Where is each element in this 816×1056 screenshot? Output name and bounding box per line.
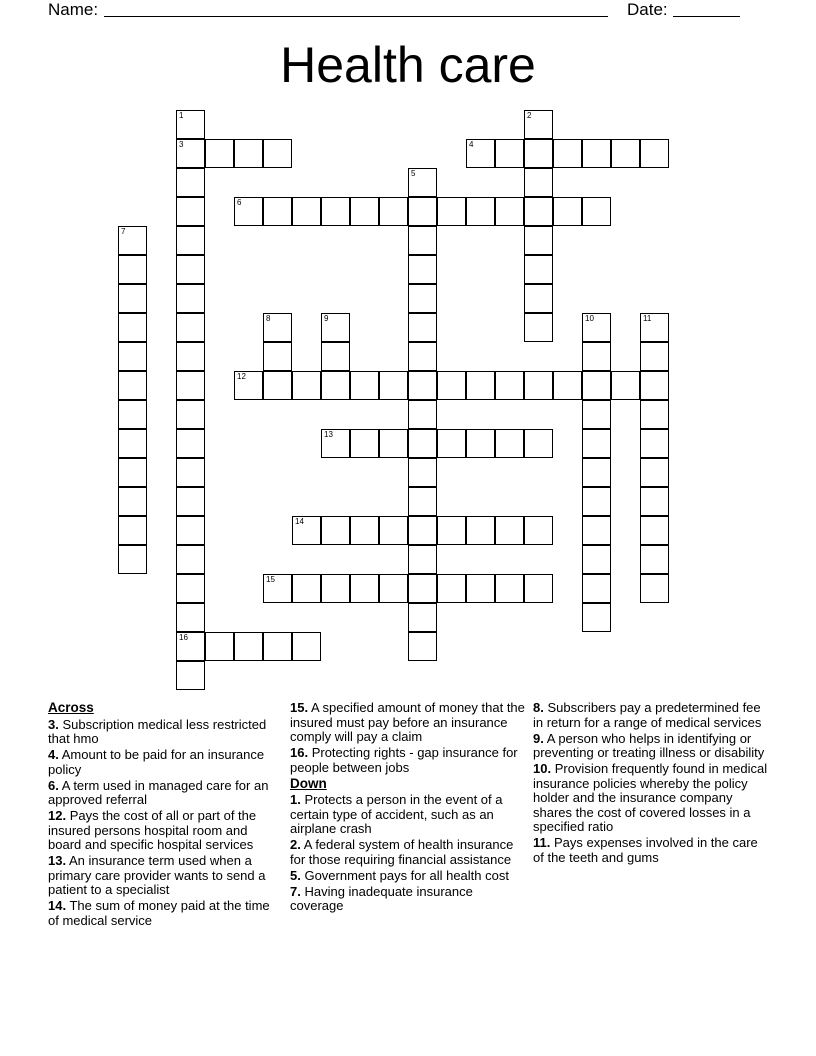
grid-cell[interactable] (524, 371, 553, 400)
clue-number: 4. (48, 747, 59, 762)
clue-down-11 (533, 836, 769, 865)
grid-cell[interactable] (466, 429, 495, 458)
grid-cell[interactable] (234, 139, 263, 168)
grid-cell[interactable] (176, 545, 205, 574)
grid-cell[interactable] (524, 168, 553, 197)
grid-cell[interactable] (321, 574, 350, 603)
grid-cell[interactable] (553, 197, 582, 226)
grid-cell[interactable] (176, 661, 205, 690)
grid-cell[interactable] (408, 197, 437, 226)
grid-cell[interactable] (640, 371, 669, 400)
grid-cell[interactable] (176, 255, 205, 284)
grid-cell[interactable] (408, 284, 437, 313)
grid-cell[interactable] (176, 632, 205, 661)
grid-cell[interactable] (524, 139, 553, 168)
grid-cell[interactable] (176, 168, 205, 197)
grid-cell[interactable] (350, 429, 379, 458)
grid-cell[interactable] (524, 255, 553, 284)
grid-cell[interactable] (582, 139, 611, 168)
grid-cell[interactable] (263, 313, 292, 342)
grid-cell[interactable] (350, 516, 379, 545)
grid-cell[interactable] (176, 197, 205, 226)
grid-cell[interactable] (176, 603, 205, 632)
grid-cell[interactable] (408, 400, 437, 429)
grid-cell[interactable] (176, 371, 205, 400)
clue-across-15 (290, 701, 526, 745)
clue-text: Pays the cost of all or part of the insured persons hospital room and board and specific hospital services (48, 808, 257, 852)
grid-cell[interactable] (495, 139, 524, 168)
across-heading: Across (48, 700, 94, 715)
clue-text: Pays expenses involved in the care of the teeth and gums (533, 835, 758, 865)
clue-across-16 (290, 746, 526, 775)
grid-cell[interactable] (379, 516, 408, 545)
cell-number: 5 (411, 169, 416, 178)
grid-cell[interactable] (118, 400, 147, 429)
grid-cell[interactable] (640, 516, 669, 545)
grid-cell[interactable] (408, 313, 437, 342)
grid-cell[interactable] (118, 284, 147, 313)
grid-cell[interactable] (176, 487, 205, 516)
cell-number: 8 (266, 314, 271, 323)
grid-cell[interactable] (205, 632, 234, 661)
cell-number: 12 (237, 372, 246, 381)
clue-number: 8. (533, 700, 544, 715)
grid-cell[interactable] (466, 139, 495, 168)
grid-cell[interactable] (582, 313, 611, 342)
grid-cell[interactable] (640, 400, 669, 429)
grid-cell[interactable] (321, 313, 350, 342)
grid-cell[interactable] (495, 516, 524, 545)
grid-cell[interactable] (611, 139, 640, 168)
clue-down-5 (290, 869, 526, 884)
grid-cell[interactable] (350, 574, 379, 603)
grid-cell[interactable] (611, 371, 640, 400)
clue-down-9 (533, 732, 769, 761)
grid-cell[interactable] (437, 574, 466, 603)
name-label: Name: (48, 0, 99, 19)
grid-cell[interactable] (118, 429, 147, 458)
grid-cell[interactable] (379, 371, 408, 400)
grid-cell[interactable] (640, 429, 669, 458)
clue-number: 5. (290, 867, 301, 883)
clue-text: A term used in managed care for an approved referral (48, 777, 269, 807)
grid-cell[interactable] (321, 429, 350, 458)
grid-cell[interactable] (437, 516, 466, 545)
grid-cell[interactable] (582, 371, 611, 400)
grid-cell[interactable] (379, 429, 408, 458)
clue-number: 13. (48, 853, 67, 868)
grid-cell[interactable] (524, 110, 553, 139)
grid-cell[interactable] (176, 458, 205, 487)
cell-number: 14 (295, 517, 304, 526)
clue-number: 1. (290, 792, 301, 807)
grid-cell[interactable] (118, 342, 147, 371)
clue-across-14 (48, 899, 276, 928)
grid-cell[interactable] (176, 139, 205, 168)
grid-cell[interactable] (408, 342, 437, 371)
clue-text: Provision frequently found in medical insurance policies whereby the policy holder and the insurance company shares the cost of covered losses in a specified ratio (533, 761, 768, 834)
clues-column-2 (290, 701, 526, 915)
cell-number: 15 (266, 575, 275, 584)
grid-cell[interactable] (321, 342, 350, 371)
grid-cell[interactable] (524, 429, 553, 458)
cell-number: 9 (324, 314, 329, 323)
grid-cell[interactable] (582, 545, 611, 574)
grid-cell[interactable] (582, 458, 611, 487)
grid-cell[interactable] (379, 574, 408, 603)
grid-cell[interactable] (640, 458, 669, 487)
grid-cell[interactable] (176, 429, 205, 458)
clue-text: An insurance term used when a primary care provider wants to send a patient to a specialist (48, 853, 266, 897)
clue-text: Subscription medical less restricted that hmo (48, 716, 267, 746)
grid-cell[interactable] (408, 226, 437, 255)
grid-cell[interactable] (582, 574, 611, 603)
grid-cell[interactable] (176, 342, 205, 371)
cell-number: 7 (121, 227, 126, 236)
clue-text: A federal system of health insurance for those requiring financial assistance (290, 837, 514, 867)
clue-number: 3. (48, 716, 59, 732)
cell-number: 4 (469, 140, 474, 149)
clue-number: 7. (290, 883, 301, 899)
grid-cell[interactable] (640, 342, 669, 371)
grid-cell[interactable] (350, 371, 379, 400)
grid-cell[interactable] (176, 313, 205, 342)
grid-cell[interactable] (582, 487, 611, 516)
grid-cell[interactable] (292, 574, 321, 603)
grid-cell[interactable] (495, 574, 524, 603)
grid-cell[interactable] (466, 197, 495, 226)
grid-cell[interactable] (292, 197, 321, 226)
grid-cell[interactable] (408, 516, 437, 545)
grid-cell[interactable] (263, 574, 292, 603)
grid-cell[interactable] (408, 458, 437, 487)
cell-number: 6 (237, 198, 242, 207)
clue-number: 12. (48, 808, 67, 823)
grid-cell[interactable] (437, 197, 466, 226)
clue-text: A person who helps in identifying or preventing or treating illness or disability (533, 730, 765, 760)
cell-number: 1 (179, 111, 184, 120)
grid-cell[interactable] (640, 313, 669, 342)
grid-cell[interactable] (553, 139, 582, 168)
grid-cell[interactable] (350, 197, 379, 226)
clue-text: A specified amount of money that the insured must pay before an insurance comply will pay a claim (290, 700, 525, 744)
grid-cell[interactable] (321, 197, 350, 226)
grid-cell[interactable] (640, 139, 669, 168)
grid-cell[interactable] (408, 255, 437, 284)
grid-cell[interactable] (234, 632, 263, 661)
grid-cell[interactable] (176, 400, 205, 429)
grid-cell[interactable] (408, 429, 437, 458)
grid-cell[interactable] (582, 429, 611, 458)
grid-cell[interactable] (263, 632, 292, 661)
clue-across-3 (48, 718, 276, 747)
clue-text: The sum of money paid at the time of medical service (48, 898, 270, 928)
down-heading: Down (290, 775, 327, 791)
grid-cell[interactable] (292, 632, 321, 661)
grid-cell[interactable] (582, 197, 611, 226)
cell-number: 13 (324, 430, 333, 439)
grid-cell[interactable] (466, 574, 495, 603)
grid-cell[interactable] (118, 487, 147, 516)
grid-cell[interactable] (408, 603, 437, 632)
clue-across-13 (48, 854, 276, 898)
grid-cell[interactable] (553, 371, 582, 400)
grid-cell[interactable] (408, 371, 437, 400)
clue-down-1 (290, 793, 526, 837)
clue-down-2 (290, 838, 526, 867)
grid-cell[interactable] (118, 255, 147, 284)
clue-across-12 (48, 809, 276, 853)
grid-cell[interactable] (118, 545, 147, 574)
clues-column-1 (48, 701, 276, 930)
grid-cell[interactable] (263, 342, 292, 371)
puzzle-title: Health care (280, 37, 536, 93)
clue-text: Having inadequate insurance coverage (290, 883, 473, 913)
grid-cell[interactable] (495, 429, 524, 458)
cell-number: 2 (527, 111, 532, 120)
cell-number: 10 (585, 314, 594, 323)
grid-cell[interactable] (292, 516, 321, 545)
grid-cell[interactable] (640, 574, 669, 603)
cell-number: 3 (179, 140, 184, 149)
grid-cell[interactable] (582, 342, 611, 371)
grid-cell[interactable] (408, 487, 437, 516)
grid-cell[interactable] (176, 110, 205, 139)
grid-cell[interactable] (408, 545, 437, 574)
grid-cell[interactable] (582, 400, 611, 429)
grid-cell[interactable] (437, 429, 466, 458)
clue-text: Amount to be paid for an insurance policy (48, 747, 265, 777)
grid-cell[interactable] (263, 139, 292, 168)
clue-down-8 (533, 701, 769, 730)
grid-cell[interactable] (408, 632, 437, 661)
clue-number: 2. (290, 837, 301, 852)
grid-cell[interactable] (524, 574, 553, 603)
grid-cell[interactable] (176, 284, 205, 313)
grid-cell[interactable] (118, 226, 147, 255)
clue-number: 14. (48, 898, 67, 913)
grid-cell[interactable] (292, 371, 321, 400)
clue-number: 6. (48, 777, 59, 793)
clue-number: 16. (290, 745, 309, 760)
grid-cell[interactable] (234, 197, 263, 226)
grid-cell[interactable] (176, 574, 205, 603)
grid-cell[interactable] (466, 371, 495, 400)
cell-number: 16 (179, 633, 188, 642)
clues-column-3 (533, 701, 769, 867)
grid-cell[interactable] (263, 371, 292, 400)
grid-cell[interactable] (321, 371, 350, 400)
clue-text: Subscribers pay a predetermined fee in return for a range of medical services (533, 700, 762, 730)
grid-cell[interactable] (524, 197, 553, 226)
clue-across-6 (48, 779, 276, 808)
clue-down-7 (290, 885, 526, 914)
grid-cell[interactable] (379, 197, 408, 226)
grid-cell[interactable] (640, 487, 669, 516)
clue-down-10 (533, 762, 769, 835)
cell-number: 11 (643, 314, 652, 323)
grid-cell[interactable] (118, 458, 147, 487)
grid-cell[interactable] (234, 371, 263, 400)
grid-cell[interactable] (524, 516, 553, 545)
grid-cell[interactable] (176, 516, 205, 545)
grid-cell[interactable] (640, 545, 669, 574)
clue-across-4 (48, 748, 276, 777)
grid-cell[interactable] (118, 516, 147, 545)
grid-cell[interactable] (408, 574, 437, 603)
grid-cell[interactable] (524, 313, 553, 342)
clue-number: 9. (533, 730, 544, 746)
clue-text: Protects a person in the event of a certain type of accident, such as an airplane crash (290, 792, 503, 836)
grid-cell[interactable] (118, 313, 147, 342)
grid-cell[interactable] (495, 197, 524, 226)
grid-cell[interactable] (437, 371, 466, 400)
grid-cell[interactable] (495, 371, 524, 400)
grid-cell[interactable] (582, 516, 611, 545)
grid-cell[interactable] (118, 371, 147, 400)
clue-number: 11. (533, 835, 551, 850)
grid-cell[interactable] (176, 226, 205, 255)
grid-cell[interactable] (321, 516, 350, 545)
grid-cell[interactable] (582, 603, 611, 632)
grid-cell[interactable] (408, 168, 437, 197)
grid-cell[interactable] (524, 284, 553, 313)
clue-text: Protecting rights - gap insurance for people between jobs (290, 745, 518, 775)
grid-cell[interactable] (466, 516, 495, 545)
grid-cell[interactable] (263, 197, 292, 226)
clue-number: 15. (290, 700, 309, 715)
grid-cell[interactable] (524, 226, 553, 255)
grid-cell[interactable] (205, 139, 234, 168)
date-label: Date: (627, 0, 668, 19)
clue-number: 10. (533, 761, 552, 776)
clue-text: Government pays for all health cost (304, 867, 509, 883)
